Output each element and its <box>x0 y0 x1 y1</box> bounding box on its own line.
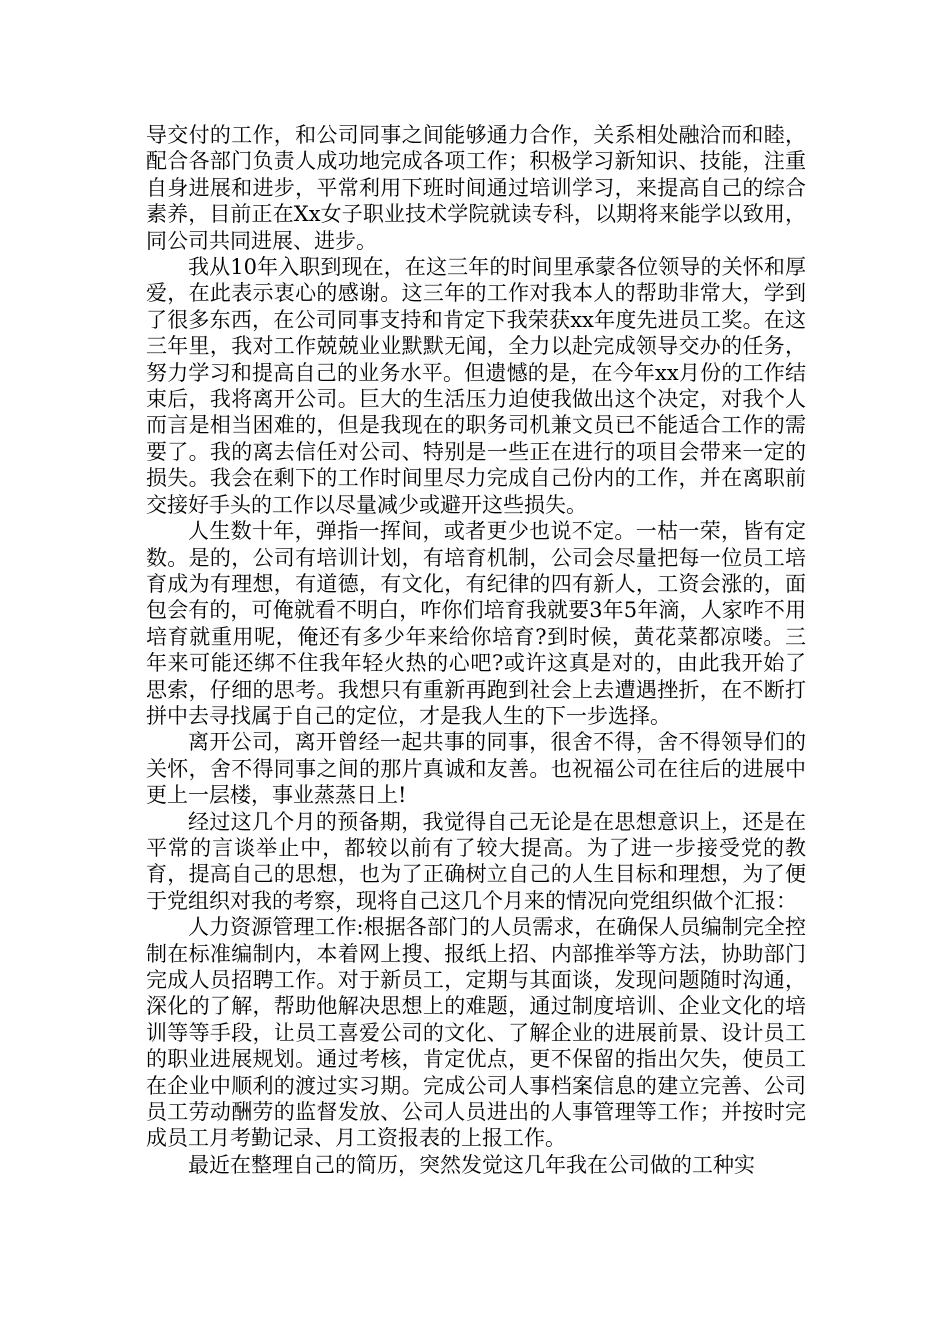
document-body <box>146 122 806 1178</box>
paragraph-2: 我从10年入职到现在，在这三年的时间里承蒙各位领导的关怀和厚爱，在此表示衷心的感谢。这三年的工作对我本人的帮助非常大，学到了很多东西，在公司同事支持和肯定下我荣获xx年度先进员工奖。在这三年里，我对工作兢兢业业默默无闻，全力以赴完成领导交办的任务，努力学习和提高自己的业务水平。但遗憾的是，在今年xx月份的工作结束后，我将离开公司。巨大的生活压力迫使我做出这个决定，对我个人而言是相当困难的，但是我现在的职务司机兼文员已不能适合工作的需要了。我的离去信任对公司、特别是一些正在进行的项目会带来一定的损失。我会在剩下的工作时间里尽力完成自己份内的工作，并在离职前交接好手头的工作以尽量减少或避开这些损失。 <box>146 255 806 517</box>
paragraph-4: 离开公司，离开曾经一起共事的同事，很舍不得，舍不得领导们的关怀，舍不得同事之间的那片真诚和友善。也祝福公司在往后的进展中更上一层楼，事业蒸蒸日上! <box>146 730 806 808</box>
paragraph-1: 导交付的工作，和公司同事之间能够通力合作，关系相处融洽而和睦，配合各部门负责人成功地完成各项工作；积极学习新知识、技能，注重自身进展和进步，平常利用下班时间通过培训学习，来提高自己的综合素养，目前正在Xx女子职业技术学院就读专科，以期将来能学以致用，同公司共同进展、进步。 <box>146 123 806 253</box>
paragraph-6: 人力资源管理工作:根据各部门的人员需求，在确保人员编制完全控制在标准编制内，本着网上搜、报纸上招、内部推举等方法，协助部门完成人员招聘工作。对于新员工，定期与其面谈，发现问题随时沟通，深化的了解，帮助他解决思想上的难题，通过制度培训、企业文化的培训等等手段，让员工喜爱公司的文化、了解企业的进展前景、设计员工的职业进展规划。通过考核，肯定优点，更不保留的指出欠失，使员工在企业中顺利的渡过实习期。完成公司人事档案信息的建立完善、公司员工劳动酬劳的监督发放、公司人员进出的人事管理等工作；并按时完成员工月考勤记录、月工资报表的上报工作。 <box>146 915 806 1151</box>
paragraph-5: 经过这几个月的预备期，我觉得自己无论是在思想意识上，还是在平常的言谈举止中，都较以前有了较大提高。为了进一步接受党的教育，提高自己的思想，也为了正确树立自己的人生目标和理想，为了便于党组织对我的考察，现将自己这几个月来的情况向党组织做个汇报： <box>146 809 806 913</box>
paragraph-3: 人生数十年，弹指一挥间，或者更少也说不定。一枯一荣，皆有定数。是的，公司有培训计划，有培育机制，公司会尽量把每一位员工培育成为有理想，有道德，有文化，有纪律的四有新人，工资会涨的，面包会有的，可俺就看不明白，咋你们培育我就要3年5年滴，人家咋不用培育就重用呢，俺还有多少年来给你培育?到时候，黄花菜都凉喽。三年来可能还绑不住我年轻火热的心吧?或许这真是对的，由此我开始了思索，仔细的思考。我想只有重新再跑到社会上去遭遇挫折，在不断打拼中去寻找属于自己的定位，才是我人生的下一步选择。 <box>146 519 806 728</box>
paragraph-7: 最近在整理自己的简历，突然发觉这几年我在公司做的工种实 <box>188 1152 755 1177</box>
